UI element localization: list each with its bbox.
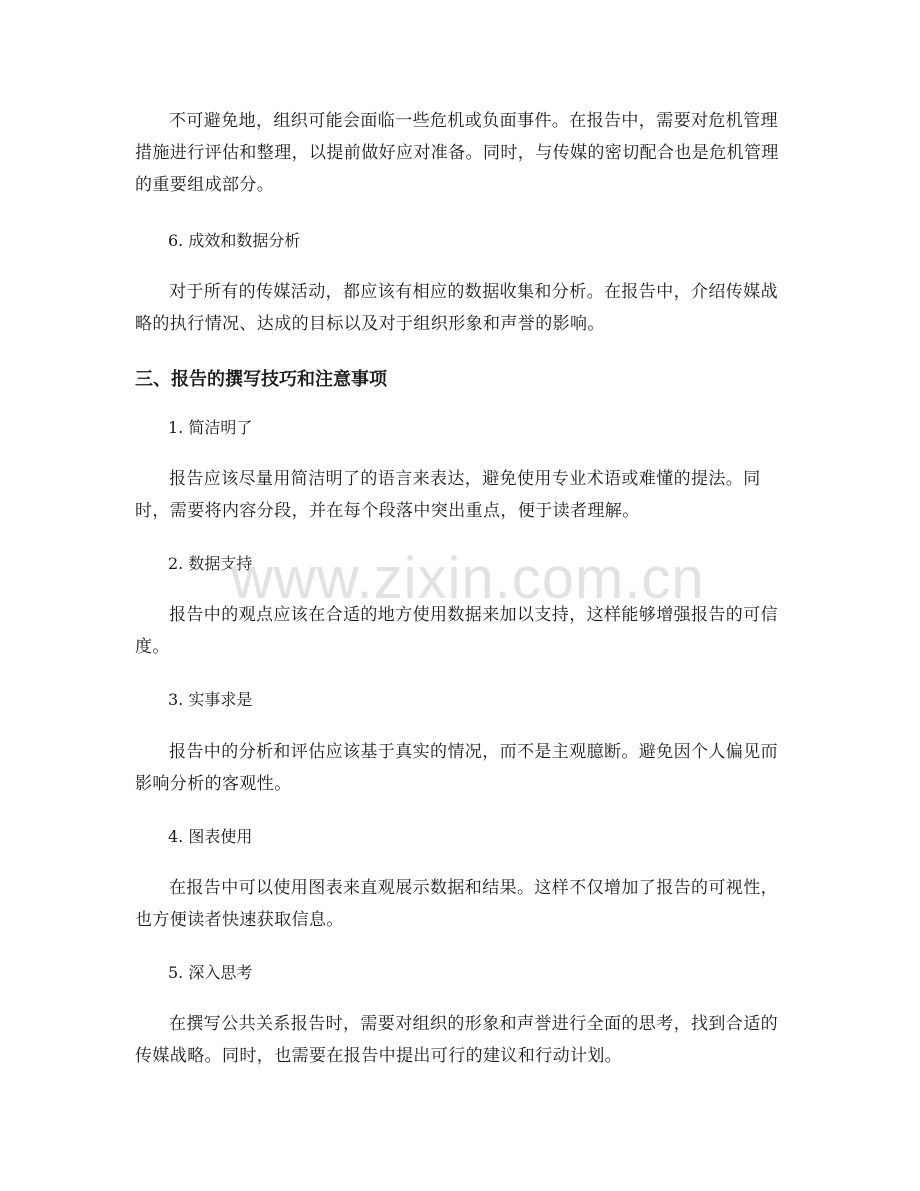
section-3-heading: 三、报告的撰写技巧和注意事项 [135,369,387,390]
item-1-body: 报告应该尽量用简洁明了的语言来表达，避免使用专业术语或难懂的提法。同时，需要将内容分段，并在每个段落中突出重点，便于读者理解。 [135,469,761,521]
watermark: www.zixin.com.cn [231,546,705,611]
item-6-body: 对于所有的传媒活动，都应该有相应的数据收集和分析。在报告中，介绍传媒战略的执行情况、达成的目标以及对于组织形象和声誉的影响。 [135,282,778,334]
item-3-title: 3. 实事求是 [168,690,253,709]
item-4-title: 4. 图表使用 [168,827,253,846]
item-6-title: 6. 成效和数据分析 [168,231,301,250]
item-5-title: 5. 深入思考 [168,963,253,982]
item-1-title: 1. 简洁明了 [168,418,253,437]
item-4-body: 在报告中可以使用图表来直观展示数据和结果。这样不仅增加了报告的可视性，也方便读者快速获取信息。 [135,878,778,930]
item-2-title: 2. 数据支持 [168,554,253,573]
paragraph-crisis: 不可避免地，组织可能会面临一些危机或负面事件。在报告中，需要对危机管理措施进行评估和整理，以提前做好应对准备。同时，与传媒的密切配合也是危机管理的重要组成部分。 [135,111,779,195]
item-5-body: 在撰写公共关系报告时，需要对组织的形象和声誉进行全面的思考，找到合适的传媒战略。同时，也需要在报告中提出可行的建议和行动计划。 [135,1014,778,1066]
item-3-body: 报告中的分析和评估应该基于真实的情况，而不是主观臆断。避免因个人偏见而影响分析的客观性。 [135,742,778,794]
item-2-body: 报告中的观点应该在合适的地方使用数据来加以支持，这样能够增强报告的可信度。 [135,605,778,657]
